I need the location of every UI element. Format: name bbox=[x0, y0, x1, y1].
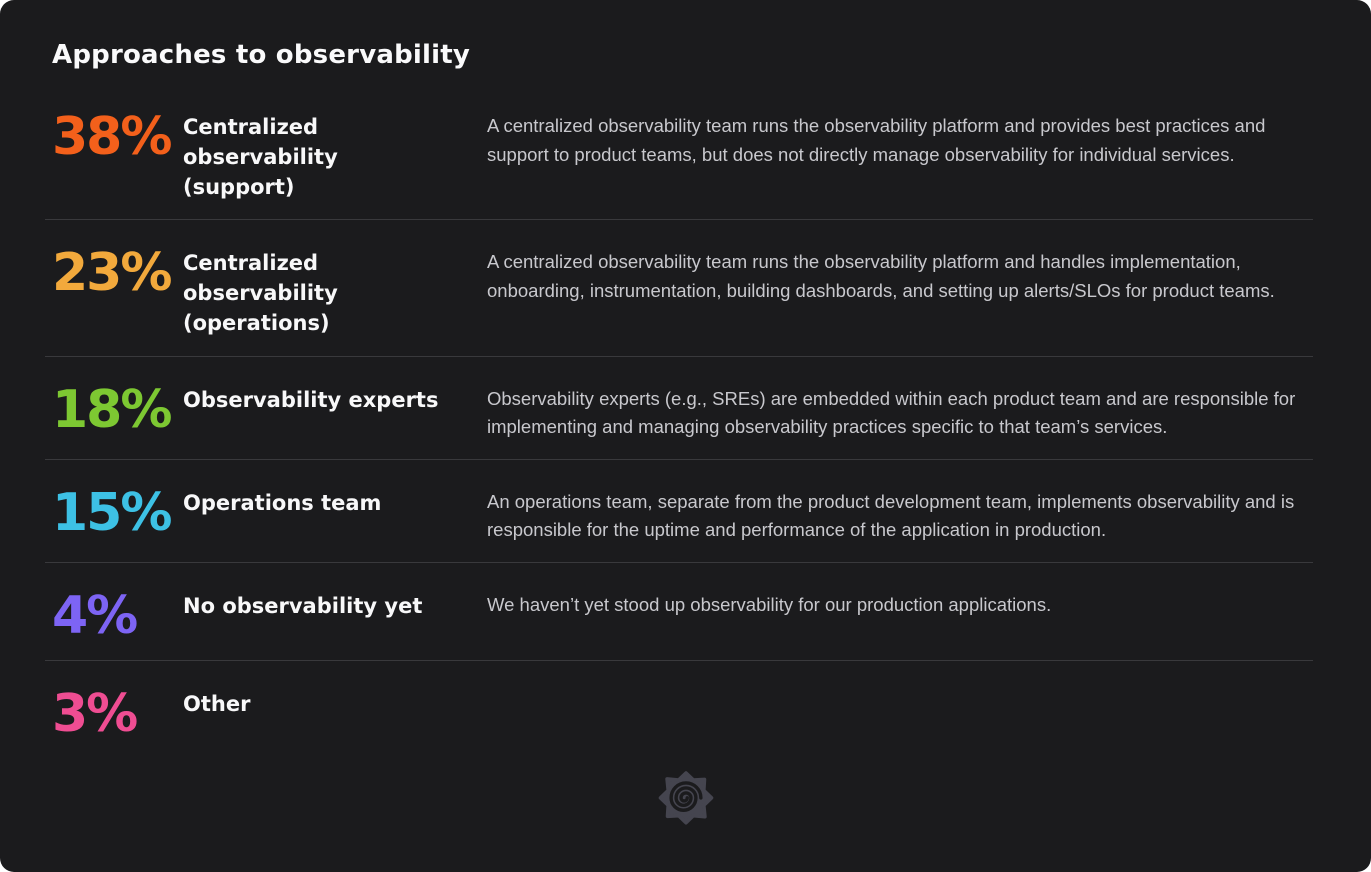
stats-list bbox=[45, 84, 1313, 759]
stat-description: We haven’t yet stood up observability for our production applications. bbox=[487, 593, 1052, 615]
stat-percent: 15% bbox=[52, 482, 171, 543]
stat-row bbox=[45, 460, 1313, 563]
stat-label: Centralized observability (operations) bbox=[183, 251, 338, 336]
stat-row bbox=[45, 661, 1313, 759]
stat-row bbox=[45, 220, 1313, 356]
stat-label: Centralized observability (support) bbox=[183, 115, 338, 199]
grafana-logo-icon bbox=[655, 765, 717, 827]
stat-label: Observability experts bbox=[183, 387, 439, 412]
stat-label: Other bbox=[183, 692, 251, 717]
stat-description: An operations team, separate from the product development team, implements observability and is responsible for the uptime and performance of the application in production. bbox=[487, 490, 1295, 541]
stat-description: A centralized observability team runs the observability platform and provides best practices and support to product teams, but does not directly manage observability for individual services. bbox=[487, 115, 1266, 165]
stat-percent: 3% bbox=[52, 684, 137, 745]
stat-description: Observability experts (e.g., SREs) are embedded within each product team and are responsible for implementing and managing observability practices specific to that team’s services. bbox=[487, 387, 1296, 438]
stat-label: Operations team bbox=[183, 490, 382, 515]
stat-row bbox=[45, 563, 1313, 662]
footer bbox=[0, 765, 1371, 827]
stat-label: No observability yet bbox=[183, 593, 423, 618]
stat-row bbox=[45, 84, 1313, 220]
stat-percent: 18% bbox=[52, 379, 171, 440]
stat-percent: 38% bbox=[52, 107, 171, 167]
stat-row bbox=[45, 357, 1313, 460]
stat-description bbox=[487, 687, 1313, 689]
stat-percent: 4% bbox=[52, 585, 137, 646]
stat-percent: 23% bbox=[52, 243, 171, 304]
page-title: Approaches to observability bbox=[52, 40, 471, 70]
stat-description: A centralized observability team runs the observability platform and handles implementation, onboarding, instrumentation, building dashboards, and setting up alerts/SLOs for product teams. bbox=[487, 251, 1275, 301]
